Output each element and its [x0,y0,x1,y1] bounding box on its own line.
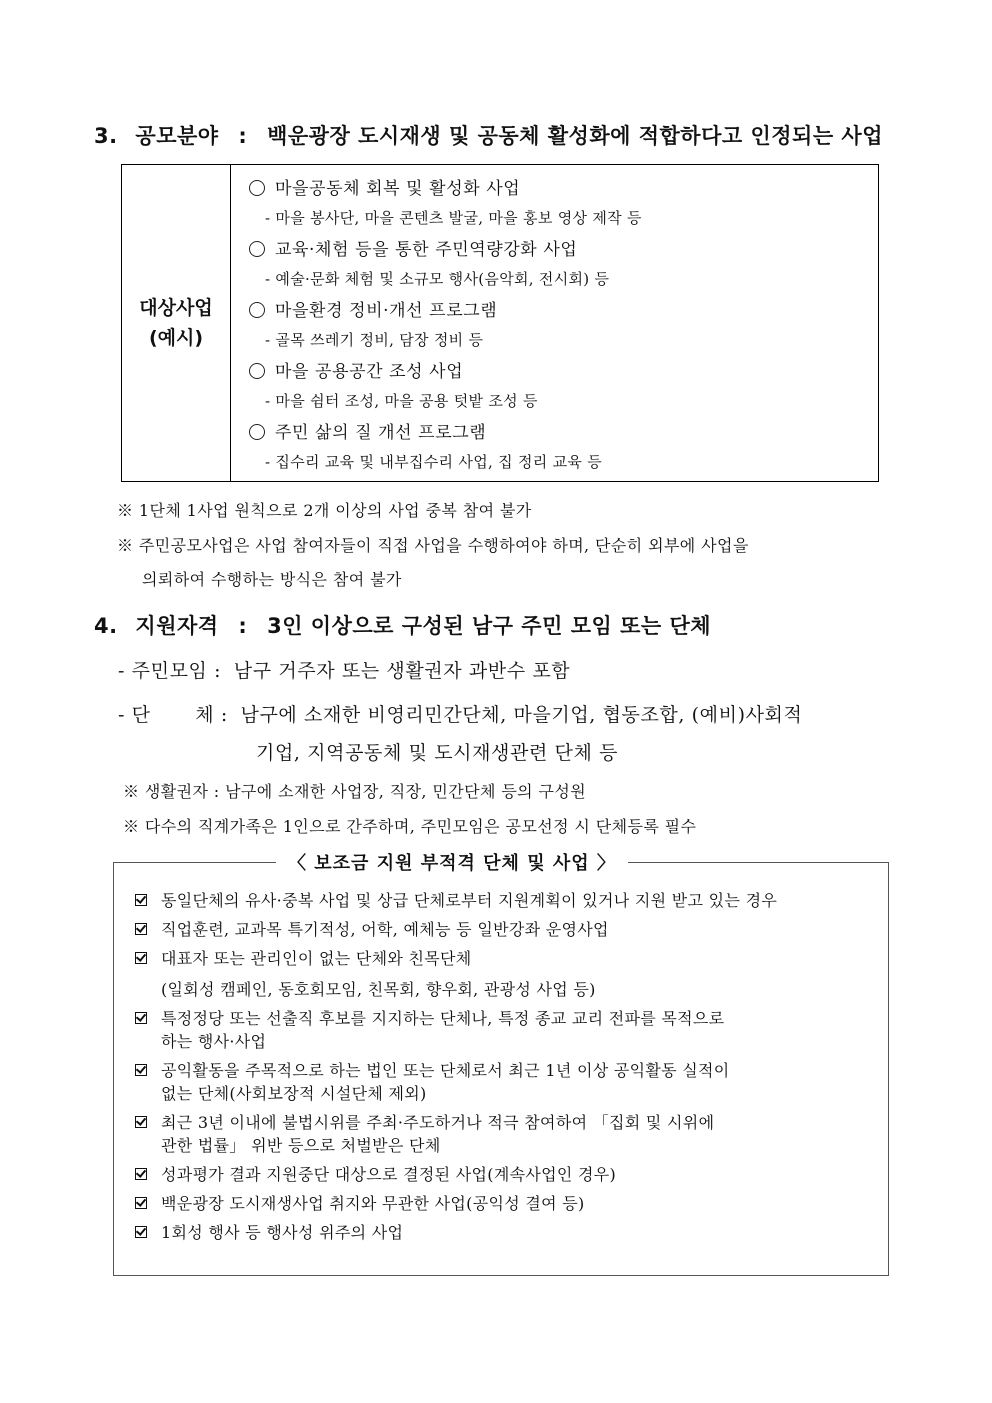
ineligible-item [133,918,878,941]
checkbox-icon [135,1064,147,1076]
req-groups-cont: 기업, 지역공동체 및 도시재생관련 단체 등 [256,742,619,764]
ineligible-item [133,1111,878,1157]
section4-colon: : [238,614,248,638]
target-item-title: 교육·체험 등을 통한 주민역량강화 사업 [275,240,578,260]
ineligible-item-text: 특정정당 또는 선출직 후보를 지지하는 단체나, 특정 종교 교리 전파를 목적으로 [161,1009,725,1028]
checkbox-icon [135,1226,147,1238]
section3-colon: : [238,124,248,148]
req-residents [118,656,570,683]
note-direct-execution: ※ 주민공모사업은 사업 참여자들이 직접 사업을 수행하여야 하며, 단순히 외부에 사업을 [117,536,749,555]
section4-label: 지원자격 [135,614,219,638]
req-groups-char: 체 : [195,704,228,726]
ineligible-item [133,1163,878,1186]
ineligible-item-text-cont: (일회성 캠페인, 동호회모임, 친목회, 향우회, 관광성 사업 등) [161,980,596,999]
req-groups [118,700,802,727]
target-item-title: 주민 삶의 질 개선 프로그램 [275,423,487,443]
ineligible-item [133,1221,878,1244]
note-direct-execution-cont: 의뢰하여 수행하는 방식은 참여 불가 [142,570,402,589]
circle-bullet-icon [249,180,265,196]
ineligible-item-text: 성과평가 결과 지원중단 대상으로 결정된 사업(계속사업인 경우) [161,1165,617,1184]
circle-bullet-icon [249,424,265,440]
ineligible-item-text: 1회성 행사 등 행사성 위주의 사업 [161,1223,404,1242]
ineligible-item [133,947,878,1001]
target-item [249,296,878,326]
section3-number: 3. [94,124,118,148]
target-list [231,165,878,481]
section3-heading [94,120,883,150]
ineligible-item-text: 백운광장 도시재생사업 취지와 무관한 사업(공익성 결여 등) [161,1194,585,1213]
section4-heading [94,610,711,640]
ineligible-item-text: 동일단체의 유사·중복 사업 및 상급 단체로부터 지원계획이 있거나 지원 받고 있는 경우 [161,891,778,910]
target-item-detail: - 집수리 교육 및 내부집수리 사업, 집 정리 교육 등 [265,453,603,471]
section3-text: 백운광장 도시재생 및 공동체 활성화에 적합하다고 인정되는 사업 [267,124,883,148]
note-family: ※ 다수의 직계가족은 1인으로 간주하며, 주민모임은 공모선정 시 단체등록 필수 [123,817,697,836]
target-item-detail: - 마을 봉사단, 마을 콘텐츠 발굴, 마을 홍보 영상 제작 등 [265,209,642,227]
target-item-detail: - 골목 쓰레기 정비, 담장 정비 등 [265,331,484,349]
checkbox-icon [135,923,147,935]
section3-label: 공모분야 [135,124,219,148]
ineligible-item-text: 직업훈련, 교과목 특기적성, 어학, 예체능 등 일반강좌 운영사업 [161,920,609,939]
circle-bullet-icon [249,302,265,318]
ineligible-item [133,1192,878,1215]
checkbox-icon [135,894,147,906]
ineligible-item-text: 공익활동을 주목적으로 하는 법인 또는 단체로서 최근 1년 이상 공익활동 실적이 [161,1061,730,1080]
ineligible-item [133,1059,878,1105]
ineligible-item-text-cont: 관한 법률」 위반 등으로 처벌받은 단체 [161,1136,441,1155]
req-groups-text: 남구에 소재한 비영리민간단체, 마을기업, 협동조합, (예비)사회적 [240,704,803,726]
note-living-zone: ※ 생활권자 : 남구에 소재한 사업장, 직장, 민간단체 등의 구성원 [123,782,587,801]
target-item [249,357,878,387]
circle-bullet-icon [249,363,265,379]
note-single-project: ※ 1단체 1사업 원칙으로 2개 이상의 사업 중복 참여 불가 [117,501,532,520]
target-business-table [121,164,879,482]
checkbox-icon [135,1116,147,1128]
req-residents-label: - 주민모임 : [118,660,222,682]
target-item [249,418,878,448]
checkbox-icon [135,1168,147,1180]
ineligible-item [133,1007,878,1053]
ineligible-item-text-cont: 없는 단체(사회보장적 시설단체 제외) [161,1084,427,1103]
target-item-title: 마을 공용공간 조성 사업 [275,362,464,382]
section4-number: 4. [94,614,118,638]
checkbox-icon [135,952,147,964]
ineligible-item-text: 최근 3년 이내에 불법시위를 주최·주도하거나 적극 참여하여 「집회 및 시위에 [161,1113,715,1132]
target-item-title: 마을환경 정비·개선 프로그램 [275,301,498,321]
target-item-detail: - 마을 쉼터 조성, 마을 공용 텃밭 조성 등 [265,392,538,410]
ineligible-item [133,889,878,912]
target-item [249,174,878,204]
target-item [249,235,878,265]
circle-bullet-icon [249,241,265,257]
target-label-line2: (예시) [148,327,204,349]
req-residents-text: 남구 거주자 또는 생활권자 과반수 포함 [233,660,571,682]
req-groups-dash: - 단 [118,704,151,726]
target-item-title: 마을공동체 회복 및 활성화 사업 [275,179,521,199]
checkbox-icon [135,1197,147,1209]
ineligible-item-text-cont: 하는 행사·사업 [161,1032,267,1051]
target-label-cell [122,165,231,481]
ineligible-list [133,889,878,1250]
target-item-detail: - 예술·문화 체험 및 소규모 행사(음악회, 전시회) 등 [265,270,610,288]
target-label-line1: 대상사업 [139,297,213,319]
ineligible-title: 〈 보조금 지원 부적격 단체 및 사업 〉 [276,849,628,875]
section4-text: 3인 이상으로 구성된 남구 주민 모임 또는 단체 [267,614,712,638]
checkbox-icon [135,1012,147,1024]
ineligible-item-text: 대표자 또는 관리인이 없는 단체와 친목단체 [161,949,472,968]
